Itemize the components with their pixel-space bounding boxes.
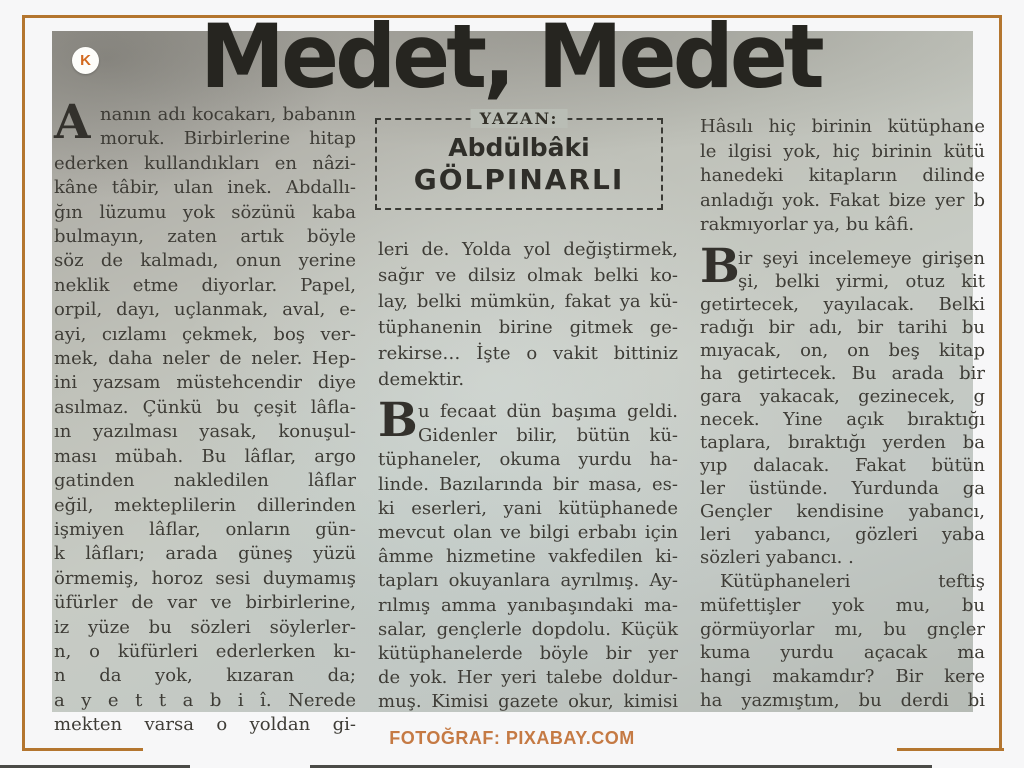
text-line: Kütüphaneleri teftiş (720, 571, 985, 592)
text-line: kâne tâbir, ulan inek. Abdallı- (54, 177, 356, 199)
text-line: linde. Bazılarında bir masa, es- (378, 473, 678, 495)
text-line: rılmış amma yanıbaşındaki ma- (378, 594, 678, 616)
right-column-paragraph-3 (700, 570, 985, 713)
text-line: yıp dalacak. Fakat bütün (700, 455, 985, 476)
dropcap-b-right: B (700, 239, 740, 294)
text-line: kuma yurdu açacak ma (700, 642, 985, 664)
dropcap-b-middle: B (378, 393, 418, 448)
text-line: a y e t t a b i î. Nerede (54, 689, 356, 711)
text-line: bulmayın, zaten artık böyle (54, 226, 356, 248)
text-line: muş. Kimisi gazete okur, kimisi (378, 691, 678, 713)
text-line: leri yabancı, gözleri yaba (700, 524, 985, 545)
text-line: sağır ve dilsiz olmak belki ko- (378, 265, 678, 286)
newspaper-photo (52, 5, 985, 736)
text-line: sözleri yabancı. . (700, 547, 854, 568)
text-line: gatinden nakledilen lâflar (54, 470, 356, 492)
text-line: ir şeyi incelemeye girişen (738, 248, 985, 269)
text-line: anladığı yok. Fakat bize yer b (700, 189, 985, 211)
author-box (375, 109, 663, 210)
text-line: hanedeki kitapların dilinde (700, 165, 985, 187)
middle-column-paragraph-1 (378, 237, 678, 393)
left-column (54, 103, 356, 738)
text-line: mekten varsa o yoldan gi- (54, 714, 356, 736)
text-line: ayi, cızlamı çekmek, boş ver- (54, 323, 356, 345)
text-line: ki eserleri, yani kütüphanede (378, 497, 678, 519)
text-line: şi, belki yirmi, otuz kit (738, 271, 985, 292)
text-line: ha yazmıştım, bu derdi bi (700, 689, 985, 711)
middle-column-paragraph-2 (378, 400, 678, 715)
text-line: tüphanenin birine gitmek ge- (378, 317, 678, 338)
text-line: mevcut olan ve bilgi erbabı için (378, 522, 678, 544)
text-line: müfettişler yok mu, bu (700, 594, 985, 616)
text-line: necek. Yine açık bıraktığı (700, 409, 985, 430)
article-headline: Medet, Medet (200, 5, 821, 108)
text-line: leri de. Yolda yol değiştirmek, (378, 239, 678, 260)
text-line: ın yazılması yasak, konuşul- (54, 421, 356, 443)
text-line: taplara, bıraktığı yerden ba (700, 432, 985, 453)
text-line: ha getirtecek. Bu arada bir (700, 363, 985, 384)
text-line: orpil, dayı, uçlanmak, aval, e- (54, 299, 356, 321)
text-line: n, o küfürleri ederlerken kı- (54, 640, 356, 662)
text-line: söz de kalmadı, onun yerine (54, 250, 356, 272)
text-line: nanın adı kocakarı, babanın (100, 104, 356, 125)
text-line: moruk. Birbirlerine hitap (100, 128, 356, 150)
text-line: ler üstünde. Yurdunda ga (700, 478, 985, 499)
text-line: gara yakacak, gezinecek, g (700, 386, 985, 407)
text-line: u fecaat dün başıma geldi. (418, 401, 678, 422)
text-line: lay, belki mümkün, fakat ya kü- (378, 291, 678, 312)
text-line: hangi makamdır? Bir kere (700, 666, 985, 688)
text-line: Hâsılı hiç birinin kütüphane (700, 116, 985, 137)
text-line: örmemiş, horoz sesi duymamış (54, 567, 356, 589)
photo-credit-caption: FOTOĞRAF: PIXABAY.COM (389, 728, 635, 748)
text-line: Gençler kendisine yabancı, (700, 501, 985, 522)
text-line: neklik etme diyorlar. Papel, (54, 274, 356, 296)
text-line: Gidenler bilir, bütün kü- (418, 425, 678, 447)
text-line: n da yok, kızaran da; (54, 665, 356, 687)
text-line: eğil, mekteplilerin dillerinden (54, 494, 356, 516)
text-line: iz yüze bu sözleri söylerler- (54, 616, 356, 638)
text-line: k lâfları; arada güneş yüzü (54, 543, 356, 565)
text-line: le ilgisi yok, hiç birinin kütü (700, 140, 985, 162)
text-line: âmme hizmetine vakfedilen ki- (378, 546, 678, 568)
text-line: tüphaneler, okuma yurdu ha- (378, 449, 678, 471)
text-line: ması mübah. Bu lâflar, argo (54, 445, 356, 467)
text-line: mıyacak, on, on beş kitap (700, 340, 985, 361)
text-line: radığı bir adı, bir tarihi bu (700, 317, 985, 338)
text-line: tapları okuyanlara ayrılmış. Ay- (378, 570, 678, 592)
right-column-paragraph-1 (700, 115, 985, 238)
text-line: ederken kullandıkları en nâzi- (54, 152, 356, 174)
dropcap-a: A (54, 95, 91, 150)
text-line: salar, gençlerle dopdolu. Küçük (378, 618, 678, 640)
author-first-name: Abdülbâki (448, 133, 590, 162)
k-watermark-badge (72, 47, 99, 74)
text-line: ini yazsam müstehcendir diye (54, 372, 356, 394)
text-line: işmiyen lâflar, onların gün- (54, 518, 356, 540)
text-line: ğın lüzumu yok sözünü kaba (54, 201, 356, 223)
text-line: üfürler de var ve birbirlerine, (54, 592, 356, 614)
right-column-paragraph-2 (700, 247, 985, 569)
text-line: de yok. Her yeri talebe doldur- (378, 667, 678, 689)
text-line: görmüyorlar mı, bu gnçler (700, 618, 985, 640)
text-line: asılmaz. Çünkü bu çeşit lâfla- (54, 396, 356, 418)
text-line: rakmıyorlar ya, bu kâfi. (700, 214, 915, 236)
text-line: mek, daha neler de neler. Hep- (54, 348, 356, 370)
author-last-name: GÖLPINARLI (413, 163, 625, 196)
text-line: kütüphanelerde böyle bir yer (378, 643, 678, 665)
text-line: rekirse… İşte o vakit bittiniz (378, 343, 678, 364)
k-letter-icon: K (80, 52, 91, 69)
text-line: demektir. (378, 369, 465, 390)
author-box-label: YAZAN: (471, 109, 568, 128)
text-line: getirtecek, yayılacak. Belki (700, 294, 985, 315)
